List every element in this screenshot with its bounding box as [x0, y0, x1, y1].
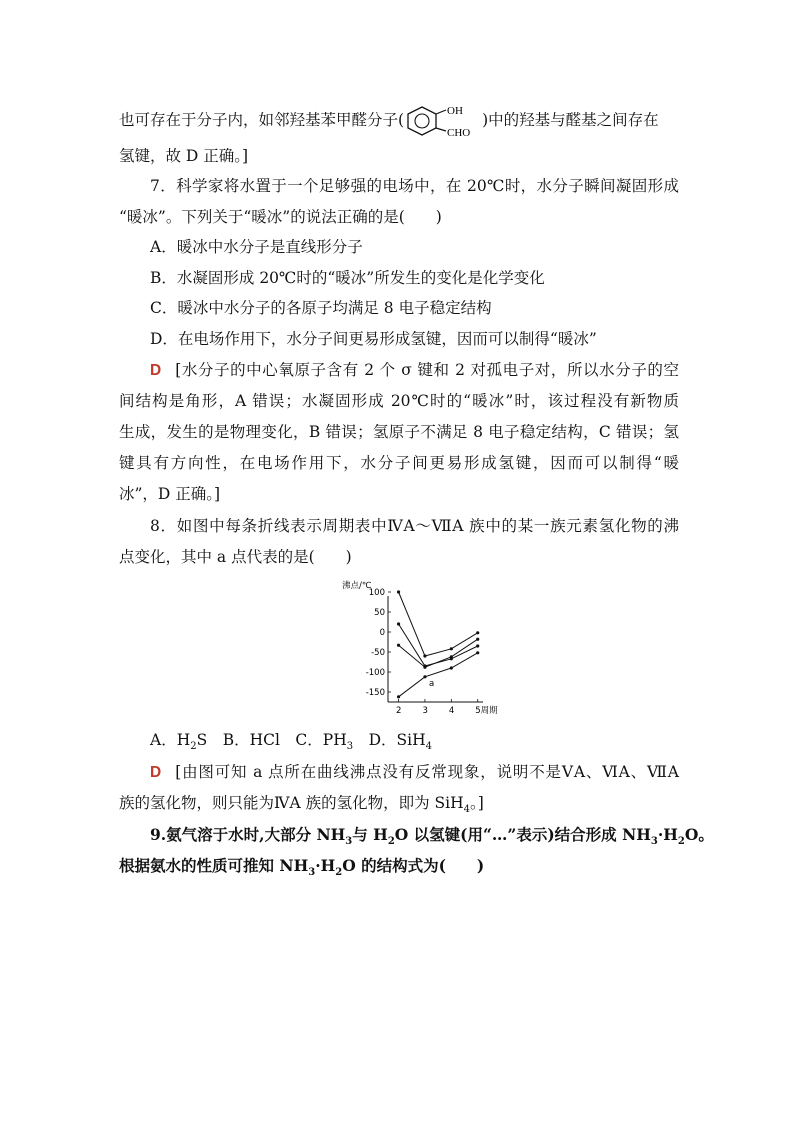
- y-tick-label: -50: [371, 648, 385, 658]
- data-point: [423, 654, 426, 657]
- boiling-point-chart: [338, 578, 498, 718]
- subscript: 2: [677, 836, 685, 848]
- data-point: [476, 631, 479, 634]
- x-tick-label: 2: [396, 706, 402, 716]
- oh-label: OH: [447, 105, 463, 117]
- question-8-options: [150, 730, 679, 753]
- data-point: [476, 638, 479, 641]
- salicylaldehyde-structure-image: [404, 103, 482, 139]
- question-8-explanation: [119, 793, 679, 816]
- line-text: 与 H: [352, 825, 388, 844]
- y-tick-label: -100: [365, 668, 385, 678]
- question-8-explanation: [150, 762, 679, 783]
- question-7-option-a: A．暖冰中水分子是直线形分子: [150, 238, 363, 256]
- data-point: [450, 666, 453, 669]
- line-text: O 的结构式为( ): [342, 856, 485, 875]
- text-line: [119, 103, 679, 139]
- data-point: [397, 695, 400, 698]
- question-7-option-c: C．暖冰中水分子的各原子均满足 8 电子稳定结构: [150, 299, 492, 317]
- data-point: [450, 655, 453, 658]
- answer-letter: D: [150, 764, 162, 781]
- line-text: ·H: [315, 856, 336, 875]
- y-tick-label: 0: [379, 628, 385, 638]
- option-text: A．H: [150, 731, 191, 749]
- question-7-stem: 7．科学家将水置于一个足够强的电场中，在 20℃时，水分子瞬间凝固形成: [150, 177, 679, 195]
- question-7-explanation: 键具有方向性，在电场作用下，水分子间更易形成氢键，因而可以制得“暖: [119, 454, 679, 472]
- subscript: 3: [345, 836, 353, 848]
- data-point: [476, 651, 479, 654]
- x-tick-label: 4: [448, 706, 455, 716]
- point-a-label: a: [428, 678, 435, 689]
- text-line: 氢键，故 D 正确。]: [119, 147, 249, 165]
- y-tick-label: -150: [365, 688, 385, 698]
- question-7-stem: “暖冰”。下列关于“暖冰”的说法正确的是( ): [119, 208, 442, 226]
- y-axis-label: 沸点/℃: [342, 581, 372, 591]
- line-text: O 以氢键(用“…”表示)结合形成 NH: [394, 825, 651, 844]
- line-text: [水分子的中心氧原子含有 2 个 σ 键和 2 对孤电子对，所以水分子的空: [175, 361, 679, 379]
- question-8-stem: 8．如图中每条折线表示周期表中ⅣA～ⅦA 族中的某一族元素氢化物的沸: [150, 517, 679, 535]
- question-7-explanation: 冰”，D 正确。]: [119, 485, 221, 503]
- option-text: D．SiH: [353, 731, 426, 749]
- option-text: S B．HCl C．PH: [196, 731, 347, 749]
- line-text: 根据氨水的性质可推知 NH: [119, 856, 309, 875]
- data-point: [397, 622, 400, 625]
- line-text: O。: [684, 825, 714, 844]
- y-tick-label: 100: [368, 588, 385, 598]
- y-tick-label: 50: [374, 608, 385, 618]
- x-tick-label: 3: [422, 706, 428, 716]
- question-9-stem: [119, 856, 679, 879]
- subscript: 4: [463, 804, 471, 816]
- line-text: ·H: [657, 825, 678, 844]
- subscript: 2: [190, 741, 197, 753]
- line-text: 族的氢化物，则只能为ⅣA 族的氢化物，即为 SiH: [119, 794, 464, 812]
- subscript: 2: [387, 836, 395, 848]
- data-point: [476, 644, 479, 647]
- answer-letter: D: [150, 362, 162, 379]
- data-point: [423, 666, 426, 669]
- data-point: [397, 644, 400, 647]
- question-7-option-d: D．在电场作用下，水分子间更易形成氢键，因而可以制得“暖冰”: [150, 330, 597, 348]
- subscript: 3: [308, 867, 316, 879]
- line-text: 也可存在于分子内，如邻羟基苯甲醛分子(: [119, 111, 405, 129]
- question-9-stem: [150, 825, 714, 848]
- line-text: 9.氨气溶于水时,大部分 NH: [150, 825, 346, 844]
- line-text: [由图可知 a 点所在曲线沸点没有反常现象，说明不是ⅤA、ⅥA、ⅦA: [175, 763, 679, 781]
- question-7-explanation: 生成，发生的是物理变化，B 错误；氢原子不满足 8 电子稳定结构，C 错误；氢: [119, 423, 679, 441]
- question-8-stem: 点变化，其中 a 点代表的是( ): [119, 548, 352, 566]
- data-point: [397, 590, 400, 593]
- data-point: [450, 647, 453, 650]
- line-text: )中的羟基与醛基之间存在: [482, 111, 659, 129]
- subscript: 3: [346, 741, 354, 753]
- subscript: 4: [425, 741, 433, 753]
- subscript: 2: [335, 867, 343, 879]
- subscript: 3: [650, 836, 658, 848]
- series-line-VIA: [399, 592, 478, 656]
- question-7-explanation: [150, 360, 679, 381]
- x-tick-label: 5周期: [475, 706, 498, 716]
- question-7-option-b: B．水凝固形成 20℃时的“暖冰”所发生的变化是化学变化: [150, 269, 545, 287]
- cho-label: CHO: [447, 127, 471, 139]
- line-text: 。]: [470, 794, 484, 812]
- data-point: [423, 675, 426, 678]
- series-line-IVA: [399, 653, 478, 697]
- question-7-explanation: 间结构是角形，A 错误；水凝固形成 20℃时的“暖冰”时，该过程没有新物质: [119, 392, 679, 410]
